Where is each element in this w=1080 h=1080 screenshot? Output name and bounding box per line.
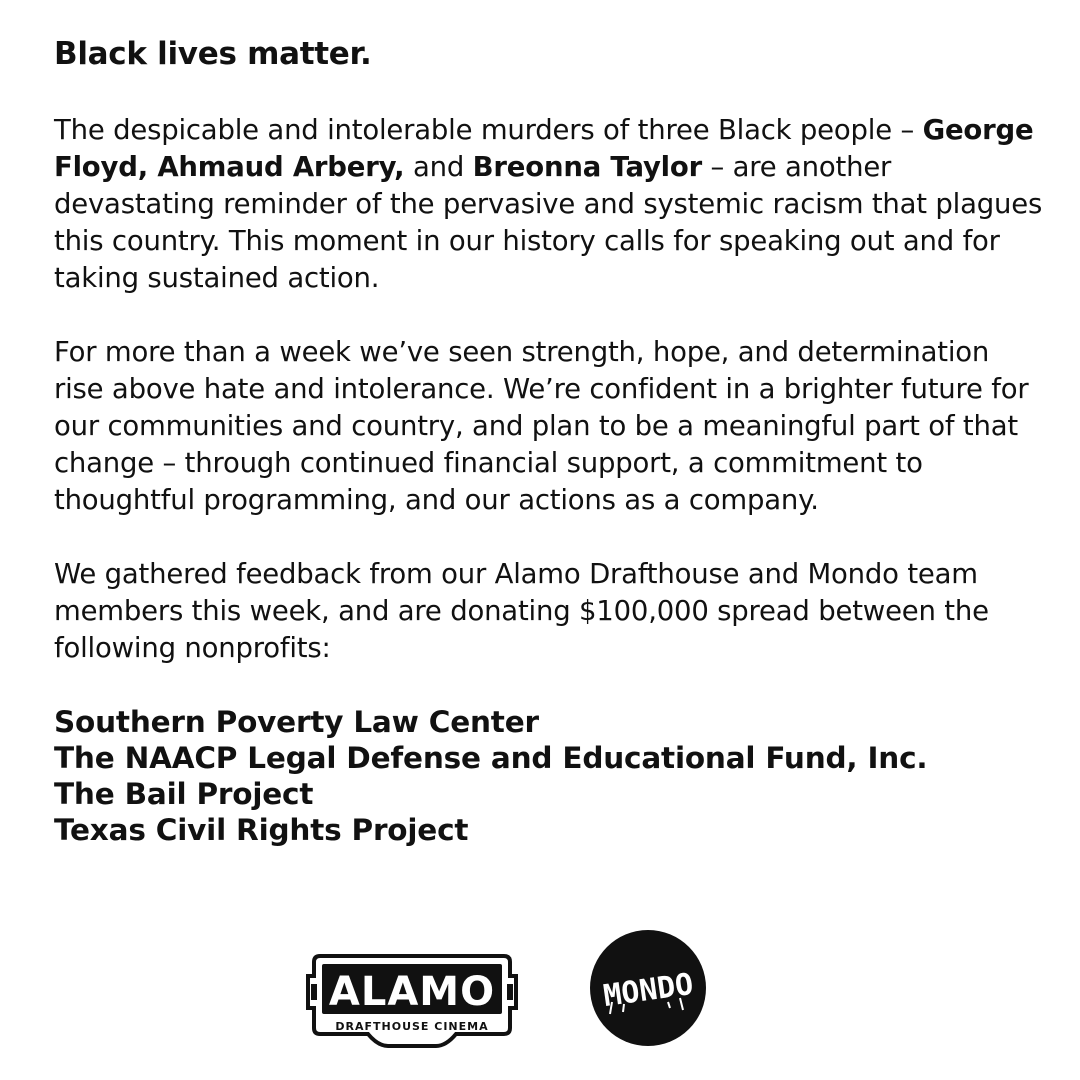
paragraph-murders-joiner: and xyxy=(404,151,473,183)
nonprofit-item: Southern Poverty Law Center xyxy=(54,705,539,739)
paragraph-donation: We gathered feedback from our Alamo Drafthouse and Mondo team members this week, and are donating $100,000 spread between the following nonprofits: xyxy=(54,558,989,664)
victim-names-1: George Floyd, Ahmaud Arbery, xyxy=(54,114,1034,183)
statement xyxy=(54,36,1044,848)
headline: Black lives matter. xyxy=(54,36,372,72)
nonprofit-item: The NAACP Legal Defense and Educational Fund, Inc. xyxy=(54,741,928,775)
nonprofit-item: The Bail Project xyxy=(54,777,314,811)
nonprofit-item: Texas Civil Rights Project xyxy=(54,813,469,847)
mondo-logo-icon xyxy=(588,928,708,1048)
paragraph-murders-rest: – are another devastating reminder of the pervasive and systemic racism that plagues this country. This moment in our history calls for speaking out and for taking sustained action. xyxy=(54,151,1043,294)
mondo-wordmark: MONDO xyxy=(601,966,696,1015)
alamo-tagline: DRAFTHOUSE CINEMA xyxy=(335,1020,489,1033)
alamo-drafthouse-logo-icon xyxy=(306,946,518,1056)
nonprofit-list xyxy=(54,704,1044,848)
paragraph-hope: For more than a week we’ve seen strength, hope, and determination rise above hate and intolerance. We’re confident in a brighter future for our communities and country, and plan to be a meaningful part of that change – through continued financial support, a commitment to thoughtful programming, and our actions as a company. xyxy=(54,336,1029,516)
paragraph-murders-intro: The despicable and intolerable murders of three Black people – xyxy=(54,114,923,146)
victim-names-2: Breonna Taylor xyxy=(472,151,702,183)
paragraph-murders xyxy=(54,112,1044,297)
logo-row xyxy=(0,928,1080,1048)
alamo-wordmark: ALAMO xyxy=(328,969,496,1015)
